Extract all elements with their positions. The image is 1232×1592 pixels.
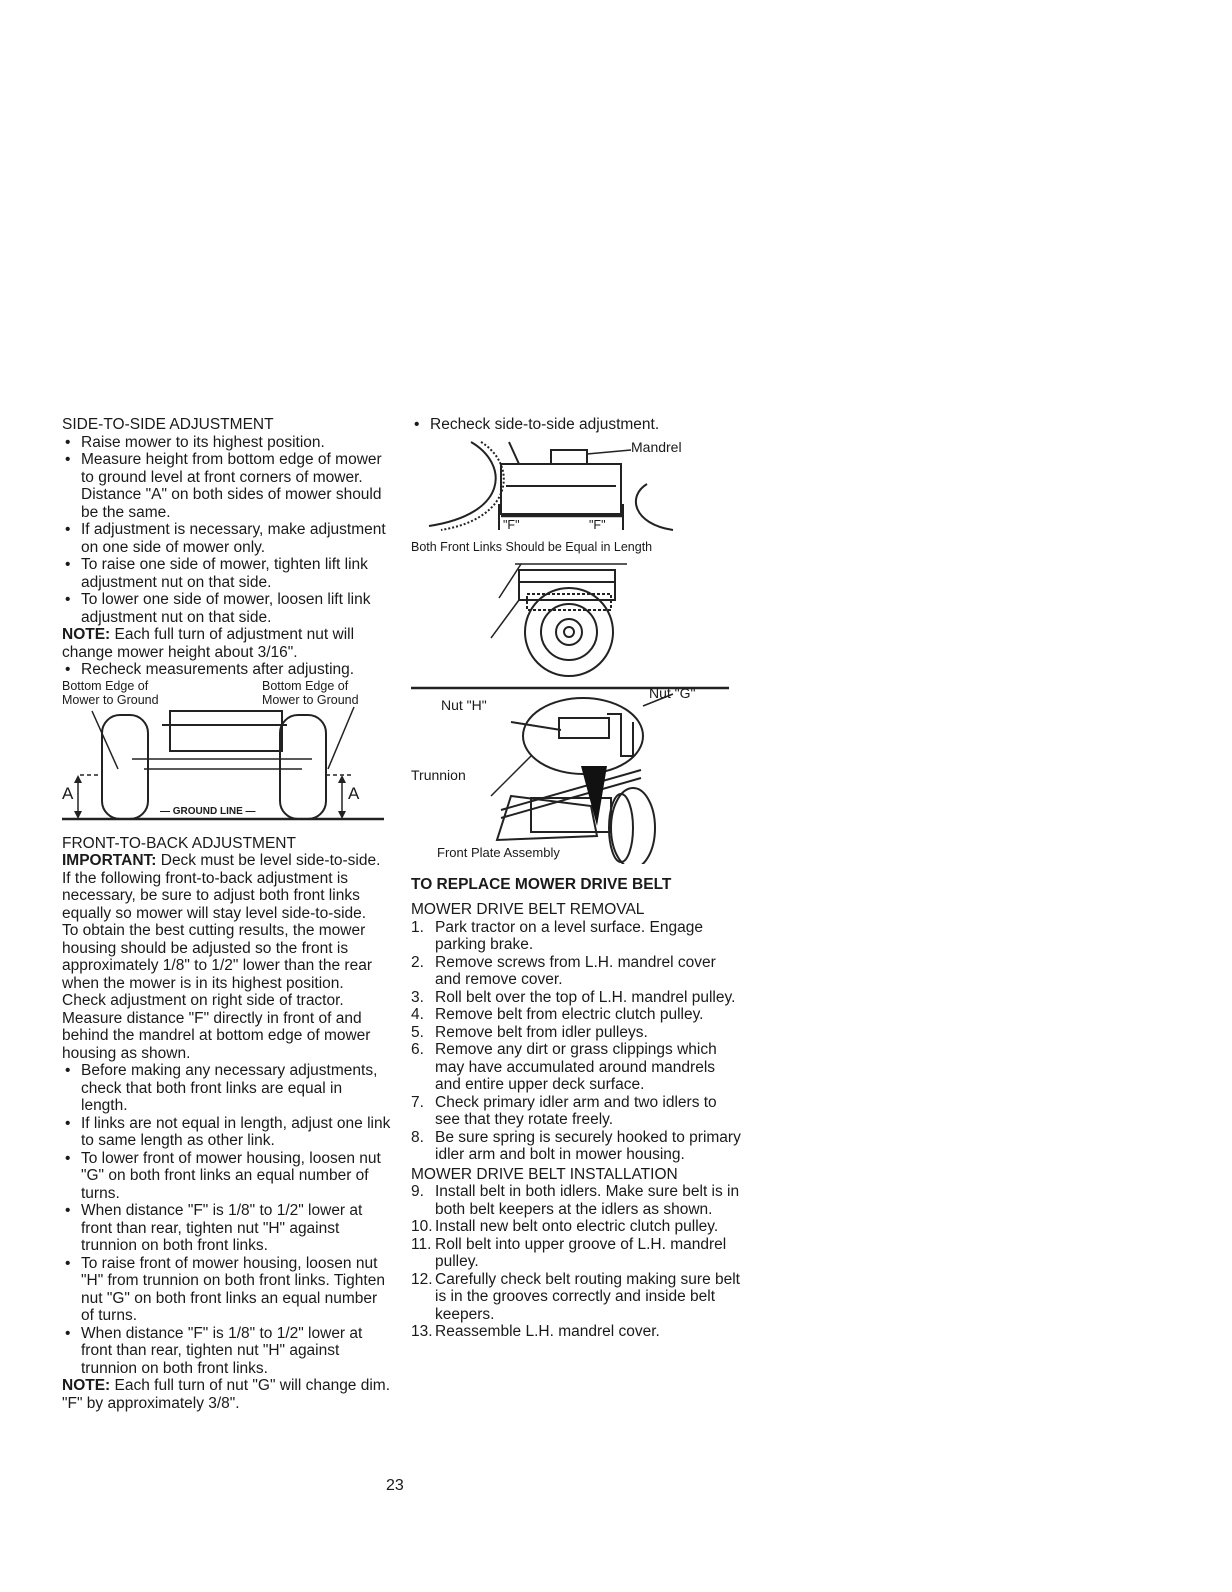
- fig-label-f-rear: "F": [589, 517, 606, 532]
- list-item: 4. Remove belt from electric clutch pulley.: [411, 1006, 704, 1023]
- note-label: NOTE:: [62, 626, 111, 643]
- fig-label-ground-line: — GROUND LINE —: [160, 805, 256, 817]
- note-nut-g: [62, 1377, 392, 1412]
- removal-heading: MOWER DRIVE BELT REMOVAL: [411, 901, 645, 918]
- note-adjustment-nut: [62, 626, 392, 661]
- list-item: 6. Remove any dirt or grass clippings which may have accumulated around mandrels and entire upper deck surface.: [411, 1041, 717, 1093]
- list-item: • To lower one side of mower, loosen lift link adjustment nut on that side.: [62, 591, 392, 626]
- note-text: Each full turn of nut "G" will change dim. "F" by approximately 3/8".: [62, 1377, 391, 1412]
- fig-label-mandrel: Mandrel: [631, 438, 682, 455]
- list-item: 3. Roll belt over the top of L.H. mandrel pulley.: [411, 988, 736, 1006]
- fig-label-trunnion: Trunnion: [411, 766, 466, 783]
- paragraph-check-adjustment: Check adjustment on right side of tractor. Measure distance "F" directly in front of and behind the mandrel at bottom edge of mower housing as shown.: [62, 992, 371, 1062]
- list-item: 9. Install belt in both idlers. Make sure belt is in both belt keepers at the idlers as shown.: [411, 1183, 740, 1218]
- list-item: • To lower front of mower housing, loosen nut "G" on both front links an equal number of turns.: [62, 1150, 392, 1203]
- list-item: 13. Reassemble L.H. mandrel cover.: [411, 1323, 660, 1340]
- front-to-back-heading: FRONT-TO-BACK ADJUSTMENT: [62, 834, 296, 852]
- note-label: NOTE:: [62, 1377, 111, 1394]
- list-item: 10. Install new belt onto electric clutch pulley.: [411, 1218, 719, 1235]
- list-item: 12. Carefully check belt routing making sure belt is in the grooves correctly and inside belt keepers.: [411, 1270, 740, 1323]
- installation-heading: MOWER DRIVE BELT INSTALLATION: [411, 1165, 678, 1183]
- fig-label-bottom-edge-right: Bottom Edge of Mower to Ground: [262, 678, 359, 707]
- important-label: IMPORTANT:: [62, 852, 157, 869]
- list-item: • Measure height from bottom edge of mower to ground level at front corners of mower. Distance "A" on both sides of mower should be the same.: [62, 451, 392, 521]
- right-column: [411, 416, 741, 1341]
- list-item: • Before making any necessary adjustments, check that both front links are equal in length.: [62, 1062, 392, 1115]
- fig-label-nut-g: Nut "G": [649, 684, 696, 701]
- important-text: Deck must be level side-to-side. If the following front-to-back adjustment is necessary, be sure to adjust both front links equally so mower will stay level side-to-side.: [62, 852, 381, 922]
- wheel-link-illustration: [411, 558, 731, 680]
- side-to-side-list: [62, 434, 392, 627]
- front-links-caption: Both Front Links Should be Equal in Length: [411, 539, 653, 554]
- paragraph-best-results: To obtain the best cutting results, the mower housing should be adjusted so the front is approximately 1/8" to 1/2" lower than the rear when the mower is in its highest position.: [62, 922, 372, 992]
- front-to-back-list: [62, 1062, 392, 1377]
- fig-label-a-right: A: [348, 783, 360, 803]
- list-item: 7. Check primary idler arm and two idlers to see that they rotate freely.: [411, 1093, 717, 1128]
- note-text: Each full turn of adjustment nut will change mower height about 3/16".: [62, 626, 355, 661]
- fig-label-bottom-edge-left: Bottom Edge of Mower to Ground: [62, 678, 159, 707]
- nut-trunnion-figure: [411, 686, 729, 864]
- list-item: 1. Park tractor on a level surface. Engage parking brake.: [411, 918, 703, 953]
- list-item: 8. Be sure spring is securely hooked to primary idler arm and bolt in mower housing.: [411, 1128, 741, 1163]
- list-item: • To raise front of mower housing, loosen nut "H" from trunnion on both front links. Tighten nut "G" on both front links an equal number of turns.: [62, 1255, 392, 1325]
- front-links-figure: [411, 558, 731, 680]
- list-item: • Recheck measurements after adjusting.: [62, 661, 392, 679]
- page-number: 23: [386, 1477, 404, 1494]
- side-to-side-figure: [62, 678, 384, 833]
- list-item: 5. Remove belt from idler pulleys.: [411, 1023, 648, 1041]
- list-item: • Recheck side-to-side adjustment.: [411, 416, 741, 434]
- list-item: • When distance "F" is 1/8" to 1/2" lower at front than rear, tighten nut "H" against trunnion on both front links.: [62, 1325, 392, 1378]
- replace-belt-heading: TO REPLACE MOWER DRIVE BELT: [411, 875, 672, 893]
- list-item: • Raise mower to its highest position.: [62, 434, 392, 452]
- recheck-side-list: [411, 416, 741, 434]
- important-note: [62, 852, 392, 922]
- mandrel-figure: [411, 434, 711, 534]
- list-item: • To raise one side of mower, tighten lift link adjustment nut on that side.: [62, 556, 392, 591]
- list-item: 2. Remove screws from L.H. mandrel cover and remove cover.: [411, 953, 716, 988]
- side-to-side-heading: SIDE-TO-SIDE ADJUSTMENT: [62, 416, 274, 433]
- recheck-list: [62, 661, 392, 679]
- fig-label-f-front: "F": [503, 517, 520, 532]
- list-item: • When distance "F" is 1/8" to 1/2" lower at front than rear, tighten nut "H" against trunnion on both front links.: [62, 1202, 392, 1255]
- list-item: • If adjustment is necessary, make adjustment on one side of mower only.: [62, 521, 392, 556]
- list-item: 11. Roll belt into upper groove of L.H. mandrel pulley.: [411, 1235, 727, 1270]
- left-column: [62, 416, 392, 1412]
- fig-label-a-left: A: [62, 783, 74, 803]
- fig-label-front-plate: Front Plate Assembly: [437, 844, 560, 860]
- installation-steps: [411, 1183, 741, 1341]
- fig-label-nut-h: Nut "H": [441, 696, 487, 713]
- removal-steps: [411, 919, 741, 1164]
- list-item: • If links are not equal in length, adjust one link to same length as other link.: [62, 1115, 392, 1150]
